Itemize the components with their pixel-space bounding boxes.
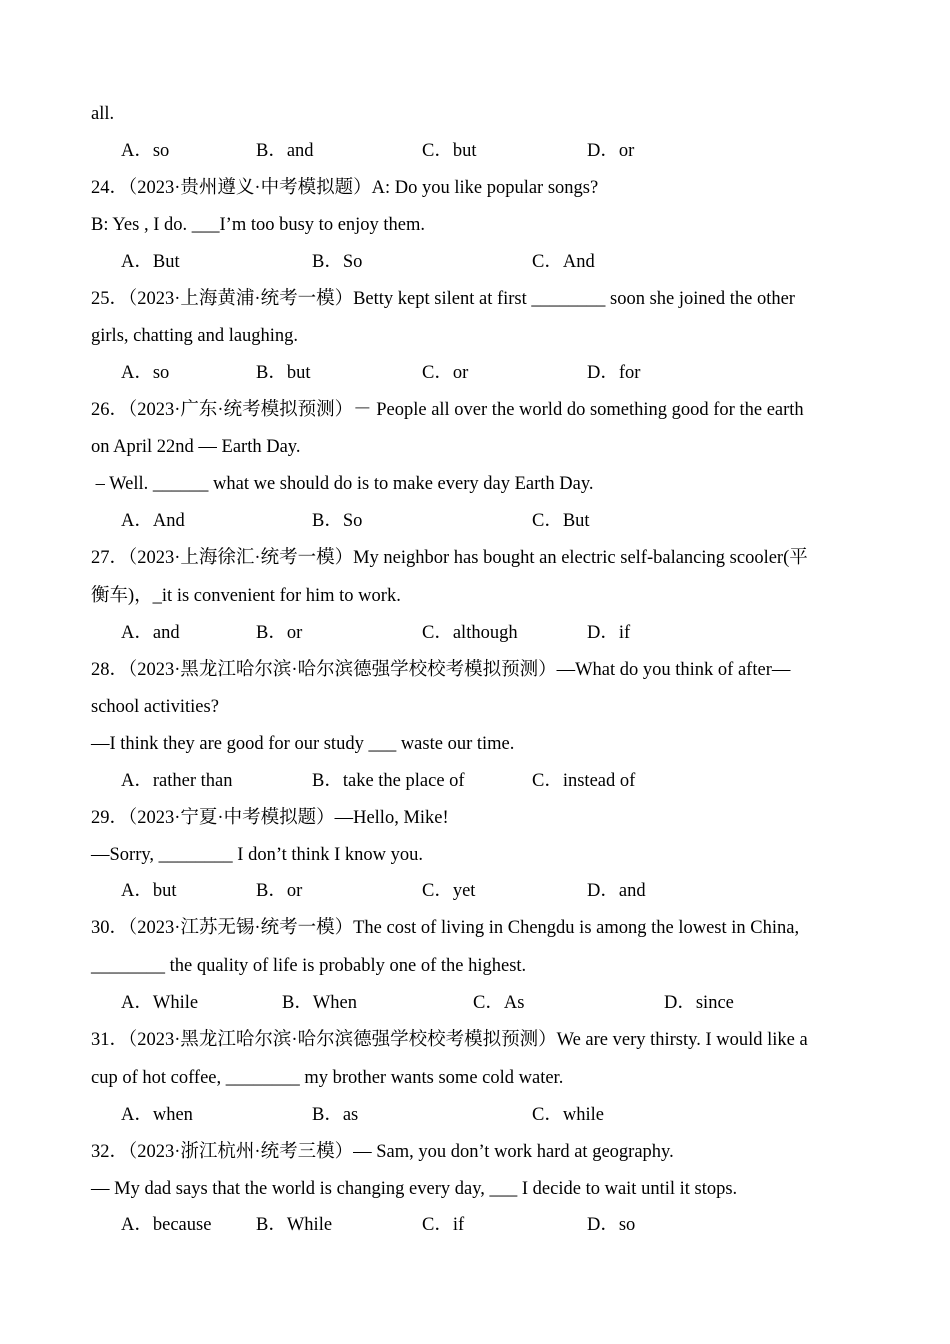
- option-b: B．So: [312, 511, 363, 531]
- question-25-stem: [91, 288, 795, 310]
- question-text-line: —Sorry, ________ I don’t think I know you.: [91, 845, 423, 865]
- question-text: The cost of living in Chengdu is among the lowest in China,: [353, 918, 800, 938]
- option-d: D．so: [587, 1215, 636, 1235]
- question-number: 32．: [91, 1142, 129, 1162]
- option-c: C．instead of: [532, 771, 636, 791]
- question-text: —What do you think of after—: [556, 660, 791, 680]
- question-text-line: — My dad says that the world is changing every day, ___ I decide to wait until it stops.: [91, 1179, 738, 1199]
- question-31-stem: [91, 1029, 808, 1051]
- question-24-stem: [91, 177, 598, 199]
- option-c: C．As: [473, 993, 525, 1013]
- option-c: C．if: [422, 1215, 465, 1235]
- question-text: － People all over the world do something good for the earth: [353, 400, 804, 420]
- option-d: D．and: [587, 881, 646, 901]
- question-27-stem: [91, 547, 808, 569]
- option-a: A．because: [121, 1215, 212, 1235]
- question-29-stem: [91, 807, 449, 829]
- question-source: （2023·黑龙江哈尔滨·哈尔滨德强学校校考模拟预测）: [128, 1030, 557, 1050]
- option-a: A．But: [121, 252, 180, 272]
- option-c: C．yet: [422, 881, 476, 901]
- option-a: A．so: [121, 363, 170, 383]
- question-text-line: school activities?: [91, 697, 219, 717]
- question-number: 31．: [91, 1030, 129, 1050]
- question-text-line: – Well. ______ what we should do is to make every day Earth Day.: [91, 474, 594, 494]
- question-text: My neighbor has bought an electric self-balancing scooler(平: [353, 548, 808, 568]
- option-a: A．and: [121, 623, 180, 643]
- question-text-line: girls, chatting and laughing.: [91, 326, 299, 346]
- option-b: B．but: [256, 363, 311, 383]
- question-text: — Sam, you don’t work hard at geography.: [353, 1142, 674, 1162]
- option-a: A．And: [121, 511, 185, 531]
- question-number: 25．: [91, 289, 129, 309]
- question-number: 26．: [91, 400, 129, 420]
- option-b: B．as: [312, 1105, 359, 1125]
- option-b: B．So: [312, 252, 363, 272]
- question-text-line: all.: [91, 104, 115, 124]
- question-source: （2023·浙江杭州·统考三模）: [128, 1142, 354, 1162]
- question-text-line: —I think they are good for our study ___ waste our time.: [91, 734, 515, 754]
- question-source: （2023·贵州遵义·中考模拟题）: [128, 178, 372, 198]
- question-text-line: on April 22nd — Earth Day.: [91, 437, 301, 457]
- question-text: We are very thirsty. I would like a: [556, 1030, 808, 1050]
- question-number: 27．: [91, 548, 129, 568]
- option-a: A．rather than: [121, 771, 233, 791]
- option-c: C．but: [422, 141, 477, 161]
- question-text-line: 衡车)，_it is convenient for him to work.: [91, 586, 401, 606]
- option-d: D．since: [664, 993, 734, 1013]
- question-number: 30．: [91, 918, 129, 938]
- question-number: 28．: [91, 660, 129, 680]
- question-text: A: Do you like popular songs?: [371, 178, 599, 198]
- question-26-stem: [91, 399, 804, 421]
- option-c: C．And: [532, 252, 595, 272]
- option-b: B．take the place of: [312, 771, 465, 791]
- question-source: （2023·江苏无锡·统考一模）: [128, 918, 354, 938]
- question-source: （2023·上海徐汇·统考一模）: [128, 548, 354, 568]
- option-c: C．or: [422, 363, 469, 383]
- option-b: B．or: [256, 881, 303, 901]
- option-a: A．While: [121, 993, 199, 1013]
- option-c: C．while: [532, 1105, 604, 1125]
- option-b: B．or: [256, 623, 303, 643]
- option-c: C．although: [422, 623, 518, 643]
- option-c: C．But: [532, 511, 590, 531]
- question-source: （2023·黑龙江哈尔滨·哈尔滨德强学校校考模拟预测）: [128, 660, 557, 680]
- question-number: 29．: [91, 808, 129, 828]
- option-a: A．but: [121, 881, 177, 901]
- option-b: B．and: [256, 141, 314, 161]
- option-a: A．when: [121, 1105, 193, 1125]
- question-source: （2023·广东·统考模拟预测）: [128, 400, 354, 420]
- option-d: D．or: [587, 141, 635, 161]
- option-d: D．for: [587, 363, 641, 383]
- question-text-line: B: Yes , I do. ___I’m too busy to enjoy them.: [91, 215, 426, 235]
- question-number: 24．: [91, 178, 129, 198]
- question-28-stem: [91, 659, 790, 681]
- question-source: （2023·宁夏·中考模拟题）: [128, 808, 335, 828]
- question-text-line: cup of hot coffee, ________ my brother wants some cold water.: [91, 1068, 564, 1088]
- question-text-line: ________ the quality of life is probably one of the highest.: [91, 956, 527, 976]
- question-text: Betty kept silent at first ________ soon she joined the other: [353, 289, 795, 309]
- option-d: D．if: [587, 623, 631, 643]
- question-source: （2023·上海黄浦·统考一模）: [128, 289, 354, 309]
- question-30-stem: [91, 917, 799, 939]
- option-b: B．When: [282, 993, 358, 1013]
- option-b: B．While: [256, 1215, 333, 1235]
- option-a: A．so: [121, 141, 170, 161]
- question-32-stem: [91, 1141, 674, 1163]
- question-text: —Hello, Mike!: [334, 808, 449, 828]
